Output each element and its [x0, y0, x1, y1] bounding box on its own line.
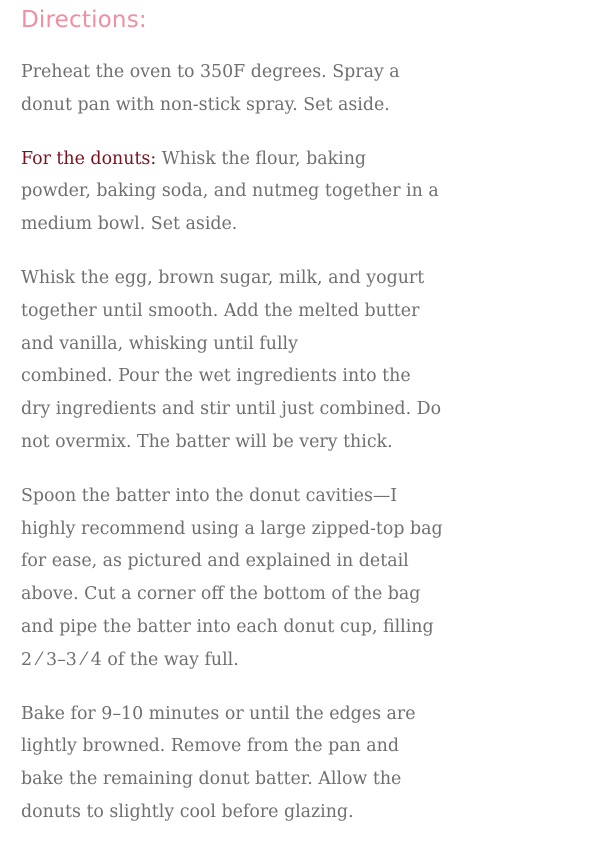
- step-line: combined. Pour the wet ingredients into the: [21, 366, 411, 387]
- step-line: together until smooth. Add the melted butter: [21, 300, 420, 321]
- step-line: lightly browned. Remove from the pan and: [21, 736, 400, 757]
- step-line: highly recommend using a large zipped-top bag: [21, 518, 443, 539]
- step-line: not overmix. The batter will be very thick.: [21, 431, 393, 452]
- step-line: Whisk the egg, brown sugar, milk, and yogurt: [21, 267, 425, 288]
- step-line: donuts to slightly cool before glazing.: [21, 801, 354, 822]
- step-line: for ease, as pictured and explained in detail: [21, 551, 409, 572]
- step-line: and pipe the batter into each donut cup, filling: [21, 616, 434, 637]
- direction-step-4: [21, 480, 451, 677]
- step-line: Bake for 9–10 minutes or until the edges are: [21, 703, 416, 724]
- step-line: bake the remaining donut batter. Allow the: [21, 769, 402, 790]
- step-line: Preheat the oven to 350F degrees. Spray a: [21, 62, 400, 82]
- step-lead-label: For the donuts:: [21, 148, 157, 169]
- step-line: and vanilla, whisking until fully: [21, 333, 298, 354]
- step-line: dry ingredients and stir until just combined. Do: [21, 399, 442, 420]
- direction-step-2: [21, 143, 451, 241]
- direction-step-3: [21, 262, 451, 459]
- step-line: above. Cut a corner off the bottom of the bag: [21, 584, 421, 605]
- step-line: Spoon the batter into the donut cavities—I: [21, 485, 398, 506]
- step-line: Whisk the flour, baking: [156, 148, 367, 169]
- direction-step-1: [21, 56, 451, 122]
- recipe-directions: [21, 4, 451, 850]
- step-line: powder, baking soda, and nutmeg together in a: [21, 181, 439, 202]
- step-line: donut pan with non-stick spray. Set aside.: [21, 94, 390, 115]
- direction-step-5: [21, 698, 451, 829]
- step-line: medium bowl. Set aside.: [21, 214, 238, 235]
- step-line: 2 ⁄ 3–3 ⁄ 4 of the way full.: [21, 649, 239, 670]
- directions-heading: Directions:: [21, 7, 147, 33]
